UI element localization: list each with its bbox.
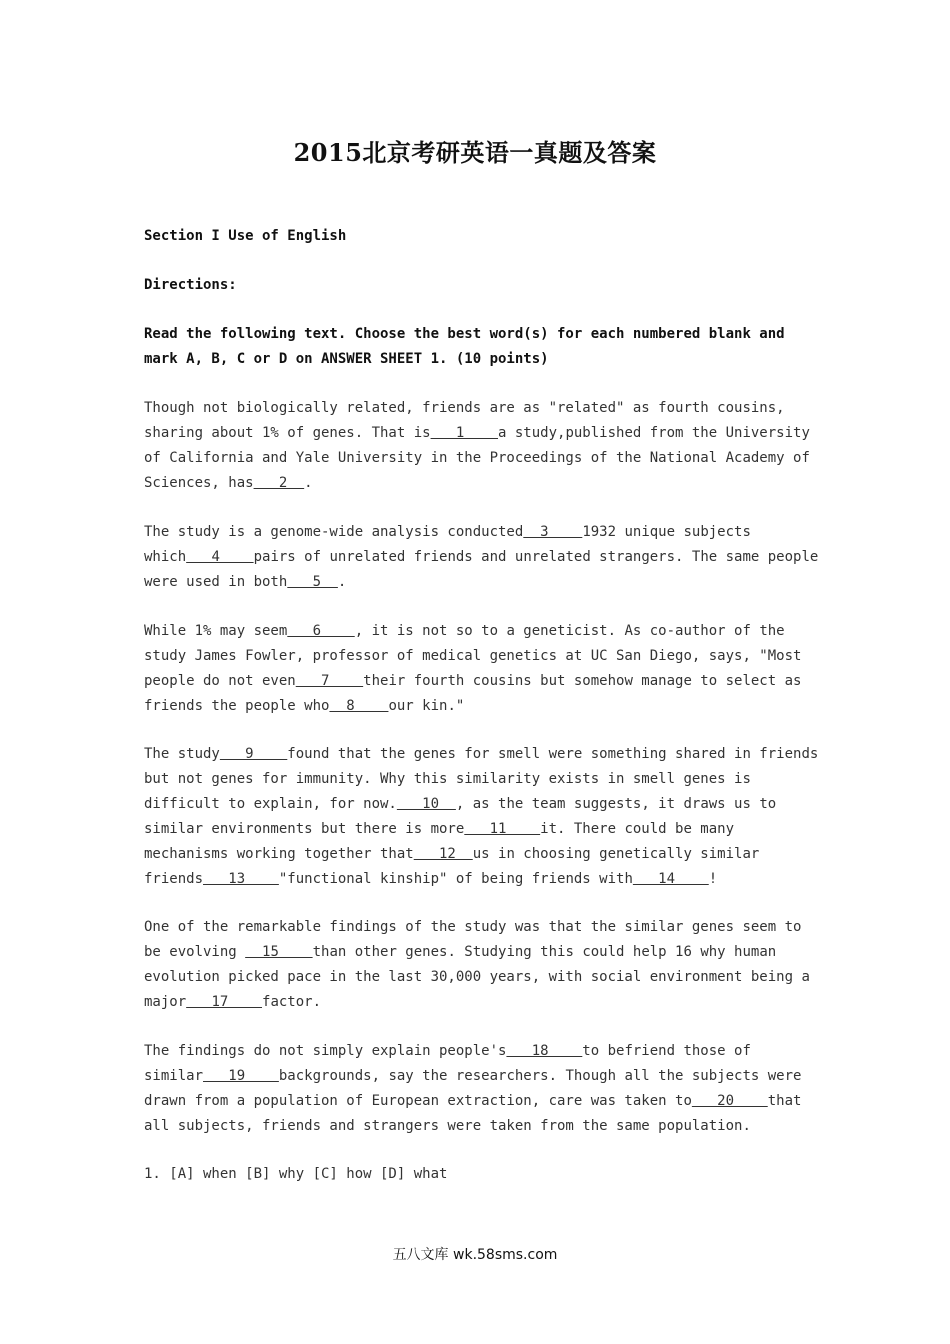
directions-label: Directions: [144,277,237,293]
passage-text: their fourth cousins but somehow manage to select as friends the people who [144,673,802,714]
answer-blank: 13 [203,871,279,887]
passage-text: backgrounds, say the researchers. Though all the subjects were drawn from a population of European extraction, care was taken to [144,1068,802,1109]
answer-blank: 7 [295,673,364,689]
passage-text: pairs of unrelated friends and unrelated strangers. The same people were used in both [144,549,819,590]
answer-blank: 5 [287,574,338,590]
answer-blank: 11 [464,821,541,837]
passage-text: found that the genes for smell were something shared in friends but not genes for immunity. Why this similarity exists in smell genes is difficult to explain, for now. [144,746,819,812]
passage-paragraph-2 [144,520,824,595]
passage-text: than other genes. Studying this could help 16 why human evolution picked pace in the last 30,000 years, with social environment being a major [144,944,810,1010]
passage-text: . [304,475,313,491]
answer-blank: 12 [413,846,473,862]
passage-text: The findings do not simply explain people's [144,1043,507,1059]
passage-text: a study,published from the University of California and Yale University in the Proceedings of the National Academy of Sciences, has [144,425,810,491]
answer-blank: 20 [691,1093,768,1109]
question-1-options: 1. [A] when [B] why [C] how [D] what [144,1166,448,1182]
passage-paragraph-3 [144,619,824,719]
passage-text: , as the team suggests, it draws us to similar environments but there is more [144,796,777,837]
passage-text: One of the remarkable findings of the study was that the similar genes seem to be evolving [144,919,802,960]
passage-text: that all subjects, friends and strangers were taken from the same population. [144,1093,802,1134]
passage-text: While 1% may seem [144,623,288,639]
passage-text: to befriend those of similar [144,1043,751,1084]
passage-paragraph-1 [144,396,824,496]
section-heading: Section I Use of English [144,228,347,244]
passage-paragraph-6 [144,1039,824,1139]
page-footer: 五八文库 wk.58sms.com [392,1247,558,1263]
passage-text: . [337,574,347,590]
answer-blank: 10 [396,796,456,812]
passage-text: , it is not so to a geneticist. As co-author of the study James Fowler, professor of medical genetics at UC San Diego, says, "Most people do not even [144,623,802,689]
passage-text: "functional kinship" of being friends with [278,871,633,887]
answer-blank: 6 [287,623,355,639]
passage-paragraph-4 [144,742,824,892]
passage-text: factor. [262,994,322,1010]
answer-blank: 18 [506,1043,583,1059]
page-title: 2015北京考研英语一真题及答案 [293,138,657,167]
passage-text: our kin." [388,698,465,714]
answer-blank: 15 [245,944,313,960]
passage-text: ! [708,871,718,887]
passage-text: The study [144,746,220,762]
answer-blank: 3 [523,524,583,540]
answer-blank: 4 [186,549,254,565]
passage-text: 1932 unique subjects which [144,524,751,565]
passage-text: us in choosing genetically similar friends [144,846,760,887]
answer-blank: 8 [329,698,389,714]
answer-blank: 1 [430,425,499,441]
passage-text: it. There could be many mechanisms working together that [144,821,735,862]
answer-blank: 14 [632,871,709,887]
passage-paragraph-5 [144,915,824,1015]
answer-blank: 19 [203,1068,279,1084]
passage-text: The study is a genome-wide analysis conducted [144,524,524,540]
answer-blank: 9 [219,746,288,762]
directions-text: Read the following text. Choose the best word(s) for each numbered blank and mark A, B, C or D on ANSWER SHEET 1. (10 points) [144,326,785,367]
answer-blank: 2 [253,475,305,491]
answer-blank: 17 [186,994,263,1010]
passage-text: Though not biologically related, friends are as "related" as fourth cousins, sharing about 1% of genes. That is [144,400,785,441]
